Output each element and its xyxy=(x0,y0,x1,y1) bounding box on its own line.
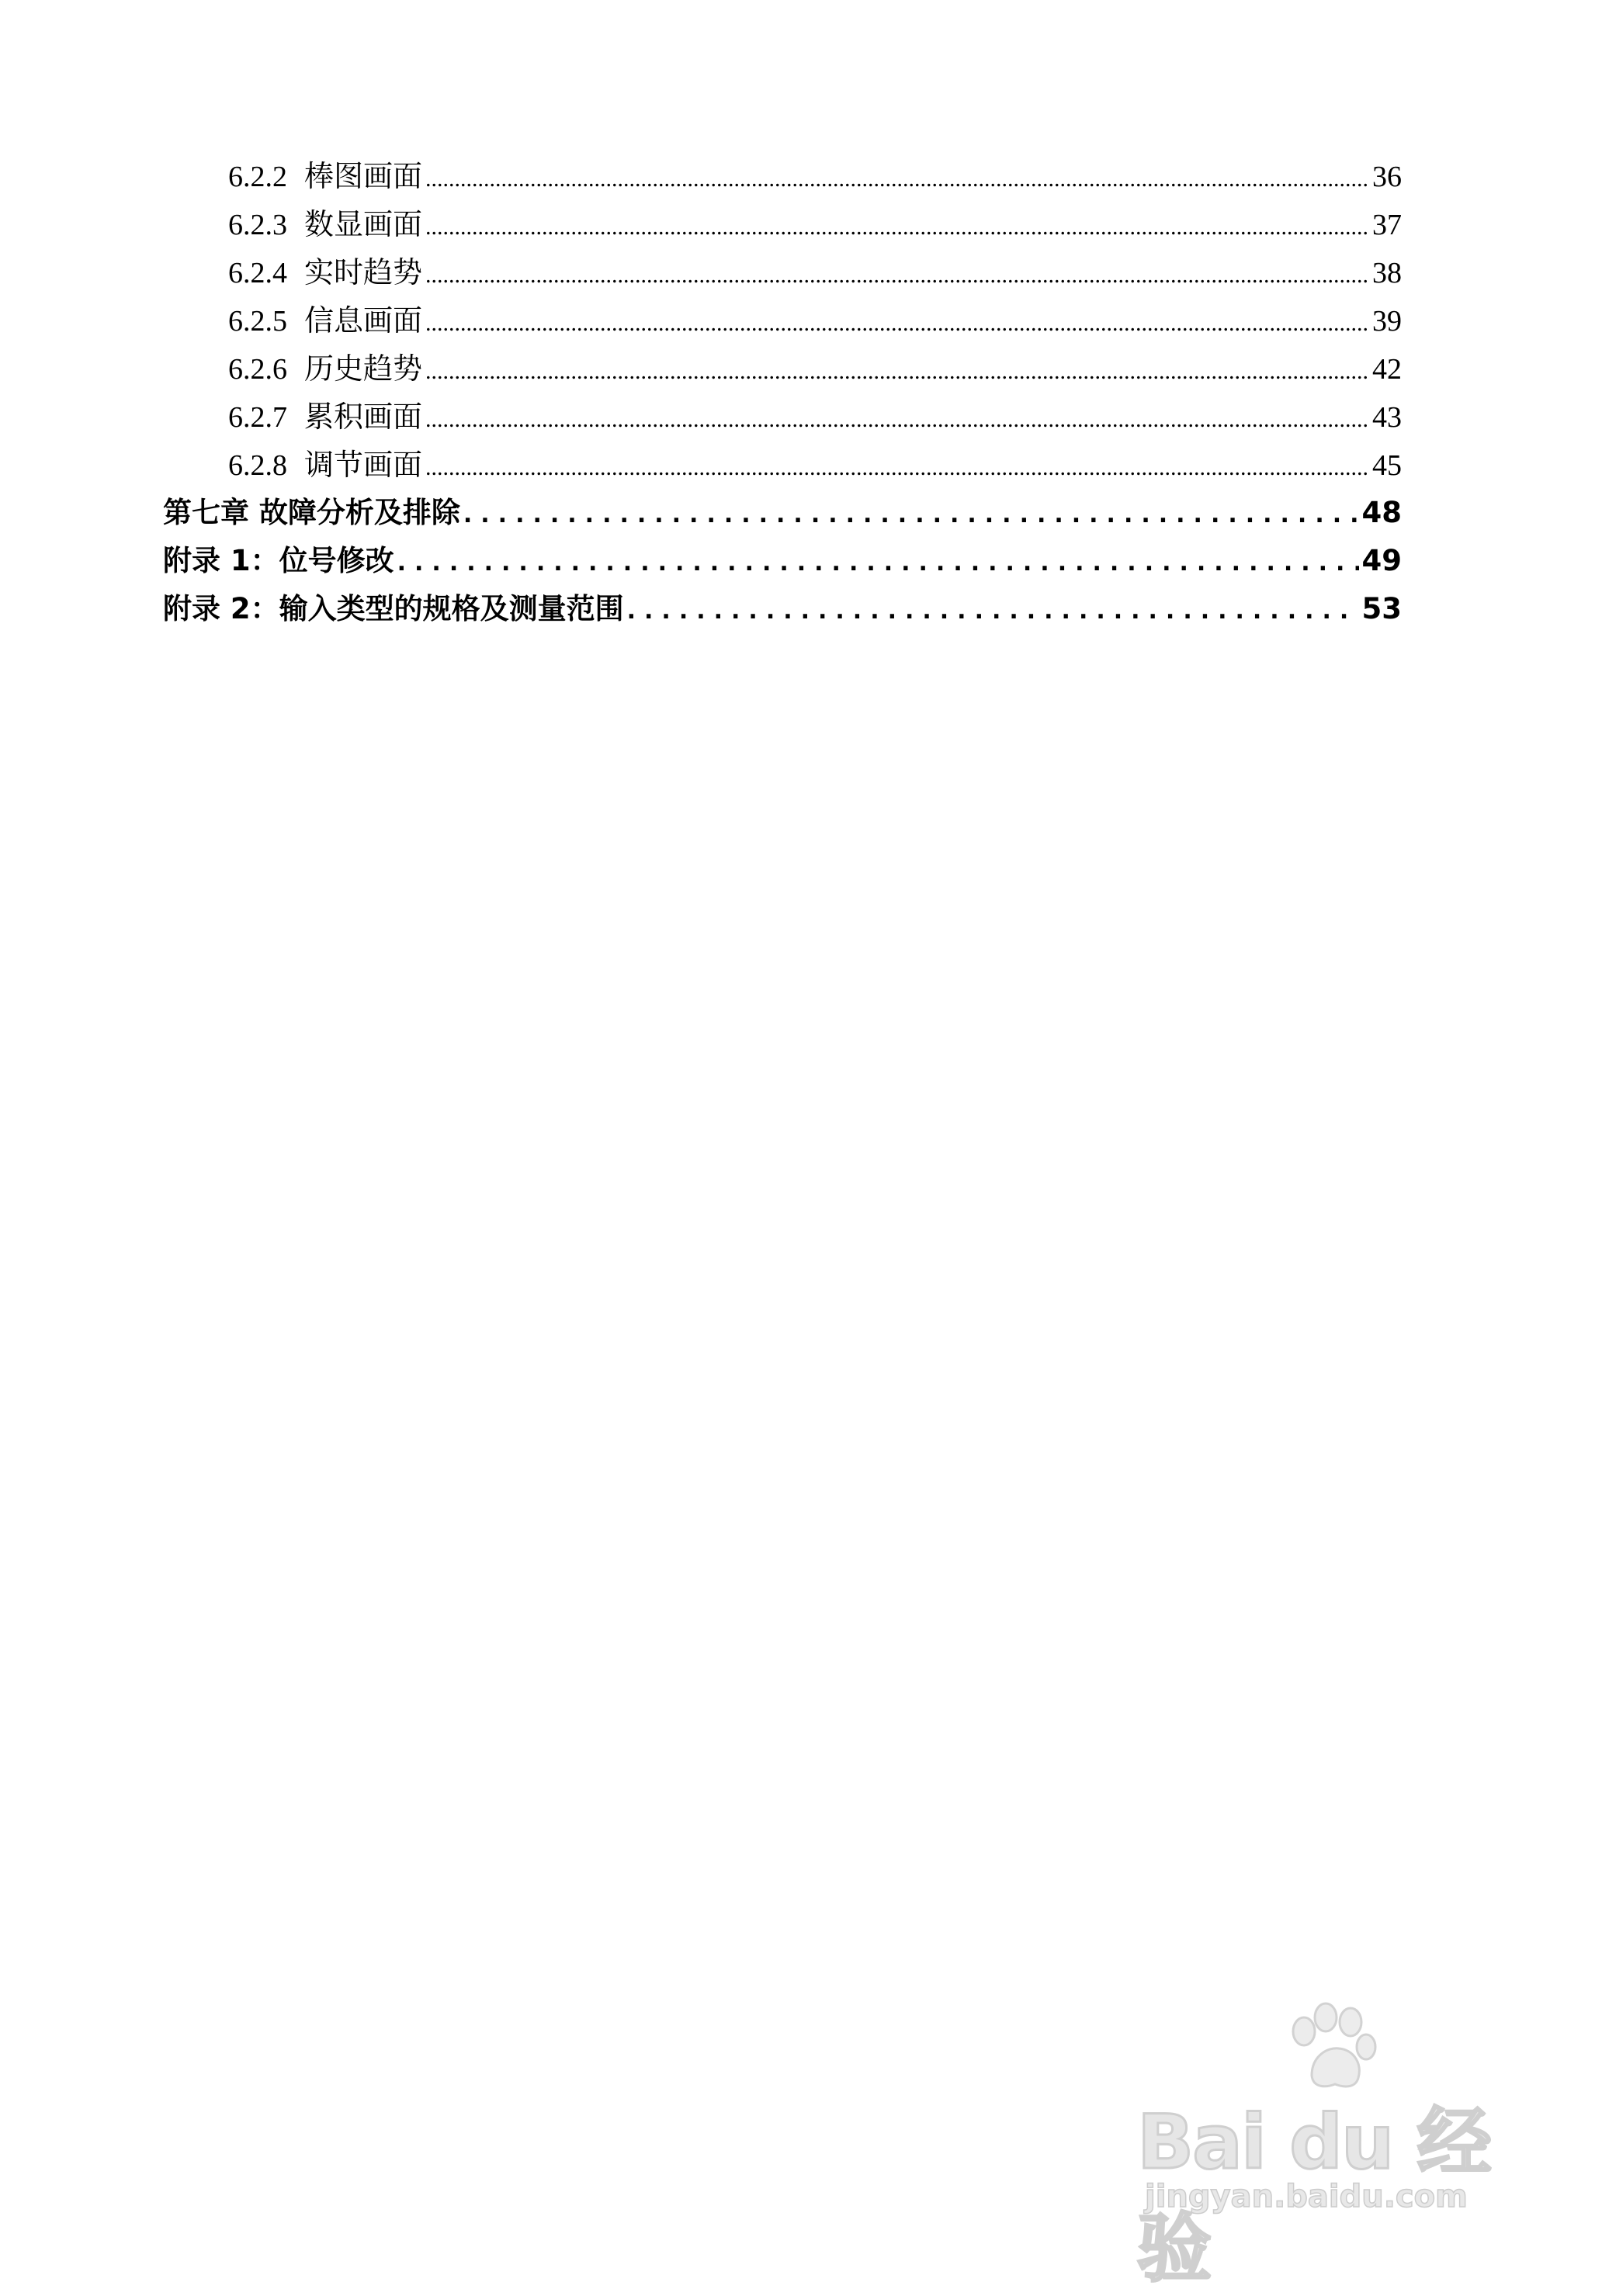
watermark-brand: Bai du 经验 xyxy=(1137,2099,1490,2292)
toc-entry-title: 数显画面 xyxy=(304,209,423,241)
toc-entry-number: 6.2.3 xyxy=(228,209,287,241)
dot-leader xyxy=(397,544,1359,577)
dot-leader xyxy=(425,208,1369,242)
watermark-url: jingyan.baidu.com xyxy=(1145,2179,1468,2215)
toc-entry[interactable] xyxy=(163,200,1402,247)
dot-leader xyxy=(425,160,1369,194)
dot-leader xyxy=(425,448,1369,483)
toc-entry[interactable] xyxy=(163,345,1402,391)
toc-entry[interactable] xyxy=(163,296,1402,343)
paw-icon xyxy=(1281,2002,1382,2095)
dot-leader xyxy=(425,352,1369,386)
toc-entry-number: 6.2.6 xyxy=(228,353,287,386)
toc-chapter-entry[interactable] xyxy=(163,585,1402,632)
toc-entry-title: 调节画面 xyxy=(304,449,423,482)
toc-entry-title: 实时趋势 xyxy=(304,257,423,289)
toc-entry-page: 38 xyxy=(1372,257,1402,289)
toc-chapter-entry[interactable] xyxy=(163,537,1402,584)
toc-entry-page: 36 xyxy=(1372,161,1402,193)
dot-leader xyxy=(425,304,1369,338)
toc-entry-number: 6.2.8 xyxy=(228,449,287,482)
toc-entry[interactable] xyxy=(163,393,1402,439)
toc-entry-title: 信息画面 xyxy=(304,305,423,338)
toc-entry-page: 39 xyxy=(1372,305,1402,338)
toc-entry-title: 棒图画面 xyxy=(304,161,423,193)
toc-entry-page: 53 xyxy=(1361,592,1402,625)
toc-entry-page: 45 xyxy=(1372,449,1402,482)
toc-entry-page: 49 xyxy=(1361,544,1402,577)
toc-chapter-entry[interactable] xyxy=(163,489,1402,535)
toc-entry-title: 附录 1：位号修改 xyxy=(163,544,394,577)
toc-entry-title: 历史趋势 xyxy=(304,353,423,386)
toc-entry-title: 第七章 故障分析及排除 xyxy=(163,496,460,529)
dot-leader xyxy=(425,400,1369,435)
toc-entry[interactable] xyxy=(163,441,1402,487)
toc-entry-page: 37 xyxy=(1372,209,1402,241)
toc-entry-number: 6.2.7 xyxy=(228,401,287,434)
toc-entry-number: 6.2.5 xyxy=(228,305,287,338)
toc-entry-number: 6.2.2 xyxy=(228,161,287,193)
toc-entry-title: 附录 2：输入类型的规格及测量范围 xyxy=(163,592,624,625)
toc-entry-number: 6.2.4 xyxy=(228,257,287,289)
toc-entry-page: 42 xyxy=(1372,353,1402,386)
toc-entry[interactable] xyxy=(163,152,1402,199)
toc-entry-page: 48 xyxy=(1361,496,1402,529)
dot-leader xyxy=(627,592,1359,625)
dot-leader xyxy=(463,496,1359,529)
baidu-jingyan-watermark xyxy=(1137,2002,1541,2292)
dot-leader xyxy=(425,256,1369,290)
toc-entry[interactable] xyxy=(163,248,1402,295)
toc-entry-title: 累积画面 xyxy=(304,401,423,434)
toc-entry-page: 43 xyxy=(1372,401,1402,434)
